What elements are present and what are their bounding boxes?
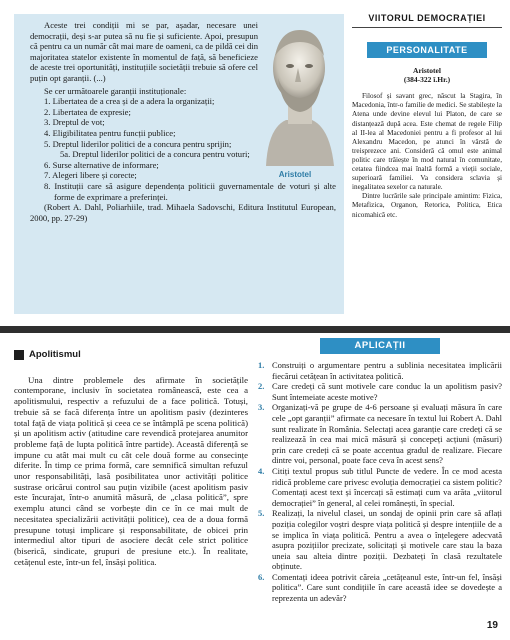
list-item: 7. Alegeri libere și corecte;: [44, 170, 137, 181]
item-text: Organizați-vă pe grupe de 4-6 persoane și evaluați măsura în care cele „opt garanții” afirmate ca necesare în textul lui Robert A. Dahl sunt realizate în România. Selectați acea garanție care credeți că se realizează în cea mai mică măsură și concepeți acțiuni (măsuri) prin care credeți că se poate accentua gradul de realizare. Fiecare dintre voi, personal, poate face ceva în acest sens?: [272, 402, 502, 466]
item-text: Citiți textul propus sub titlul Puncte de vedere. În ce mod acesta ridică probleme care privesc evoluția democrației ca sistem politic? Comentați acest text și încercați să estimați cum va arăta „viitorul democrației” în general, al celei românești, în special.: [272, 465, 502, 508]
quote-box: [14, 14, 344, 314]
list-item: 2. Libertatea de expresie;: [44, 106, 131, 117]
section-divider: [0, 326, 510, 333]
list-item: 1. Libertatea de a crea și de a adera la organizații;: [44, 96, 215, 107]
item-number: 6.: [258, 571, 265, 582]
applications-list: [258, 360, 502, 604]
personality-dates: (384-322 î.Hr.): [403, 75, 451, 85]
section-title-text: Apolitismul: [29, 349, 81, 360]
list-item: 4. Eligibilitatea pentru funcții publice;: [44, 127, 176, 138]
item-text: Care credeți că sunt motivele care conduc la un apolitism pasiv? Sunt întemeiate aceste motive?: [272, 381, 502, 402]
section-title: [14, 350, 248, 361]
list-item: [258, 402, 502, 466]
personality-works: Dintre lucrările sale principale amintim: Fizica, Metafizica, Organon, Retorica, Politica, Etica nicomahică etc.: [352, 192, 502, 219]
applications-badge: APLICAȚII: [320, 338, 440, 354]
quote-lead: Se cer următoarele garanții instituționale:: [44, 85, 187, 96]
image-caption: Aristotel: [278, 170, 312, 179]
list-item: 5. Dreptul liderilor politici de a concura pentru sprijin;: [44, 138, 232, 149]
personality-name: Aristotel: [413, 66, 441, 76]
item-number: 3.: [258, 402, 265, 413]
square-bullet-icon: [14, 350, 24, 360]
list-item: 6. Surse alternative de informare;: [44, 159, 159, 170]
item-text: Realizați, la nivelul clasei, un sondaj de opinii prin care să aflați poziția colegilor voștri despre viața politică și despre intențiile de a se implica în viața politică. Pentru a avea o înțelegere adecvată asupra pozițiilor precizate, solicitați și motivele care stau la baza uneia sau alteia dintre poziții. Dezbateți în clasă rezultatele obținute.: [272, 508, 502, 572]
quote-intro: Aceste trei condiții mi se par, așadar, necesare unei democrații, deși s-ar putea să nu fie și suficiente. Apoi, presupun că pentru ca un număr cât mai mare de oameni, ca de pildă cei din majoritatea statelor existente în momentul de față, să beneficieze de aceste trei oportunități, instituțiile societății trebuie să ofere cel puțin opt garanții. (...): [30, 20, 258, 83]
quote-source: (Robert A. Dahl, Poliarhiile, trad. Mihaela Sadovschi, Editura Institutul European, 2000, pp. 27-29): [30, 202, 336, 223]
list-item: 8. Instituții care să asigure dependența politicii guvernamentale de voturi și alte forme de exprimare a preferinței.: [44, 180, 336, 202]
sidebar-header: VIITORUL DEMOCRAȚIEI: [352, 14, 502, 28]
list-item: [258, 381, 502, 402]
item-number: 2.: [258, 381, 265, 392]
list-item: [258, 360, 502, 381]
list-item: 5a. Dreptul liderilor politici de a concura pentru voturi;: [60, 149, 250, 160]
aristotle-bust-image: [258, 16, 340, 166]
list-item: 3. Dreptul de vot;: [44, 117, 105, 128]
item-number: 1.: [258, 360, 265, 370]
personality-sidebar: [352, 14, 502, 314]
item-number: 5.: [258, 508, 265, 519]
item-text: Construiți o argumentare pentru a sublinia necesitatea implicării fiecărui cetățean în activitatea politică.: [272, 360, 502, 381]
item-number: 4.: [258, 465, 265, 476]
list-item: [258, 572, 502, 604]
apolitism-section: [14, 350, 248, 567]
list-item: [258, 466, 502, 508]
personality-badge: PERSONALITATE: [367, 42, 487, 58]
personality-bio: Filosof și savant grec, născut la Stagira, în Macedonia, într-o familie de medici. Se stabilește la Atena unde devine elevul lui Platon, de care se distanțează după acea. Este chemat de regele Filip al II-lea al Macedoniei pentru a fi profesor al lui Alexandru Macedon, pe atunci în vârstă de treisprezece ani. Consideră că omul este animal politic care trăiește în mod natural în comunitate, cetatea fiindcea mai înaltă formă a vieții sociale, superioară familiei. Va considera sclavia și inegalitatea sexelor ca naturale.: [352, 92, 502, 192]
page-number: 19: [486, 620, 498, 631]
section-paragraph: Una dintre problemele des afirmate în societățile contemporane, inclusiv în societatea românească, este cea a apolitismului, respectiv a refuzului de a face politică. Totuși, trebuie să se facă diferența între un apolitism pasiv (dezinteres total față de viața politică și ceea ce se întâmplă pe scena politică) și un apolitism activ (atitudine care revendică protejarea anumitor probleme față de lupta politică între partide). Această diferență se impune cu atât mai mult cu cât cele două forme au consecințe diferite. În timp ce prima formă, care semnifică simultan refuzul unor responsabilități, lasă posibilitatea unor activități politice sustrase oricărui control sau puțin vizibile (acest apolitism pasiv este încurajat, într-o anumită măsură, de „clasa politică”, spre exemplu atunci când se vorbește din ce în ce mai mult de necesitatea specializării activității politice), cea de a doua formă presupune totuși implicare și responsabilitate, de obicei prin intermediul altor tipuri de asociere decât cele strict politice (biserică, sindicate, grupuri de presiune etc.). În realitate, cetățenul este, într-un fel, însăși politica.: [14, 374, 248, 567]
list-item: [258, 508, 502, 572]
item-text: Comentați ideea potrivit căreia „cetățeanul este, într-un fel, însăși politica”. Care sunt condițiile în care această idee se dovedește a reprezenta un adevăr?: [272, 571, 502, 604]
applications-section: [258, 338, 502, 604]
